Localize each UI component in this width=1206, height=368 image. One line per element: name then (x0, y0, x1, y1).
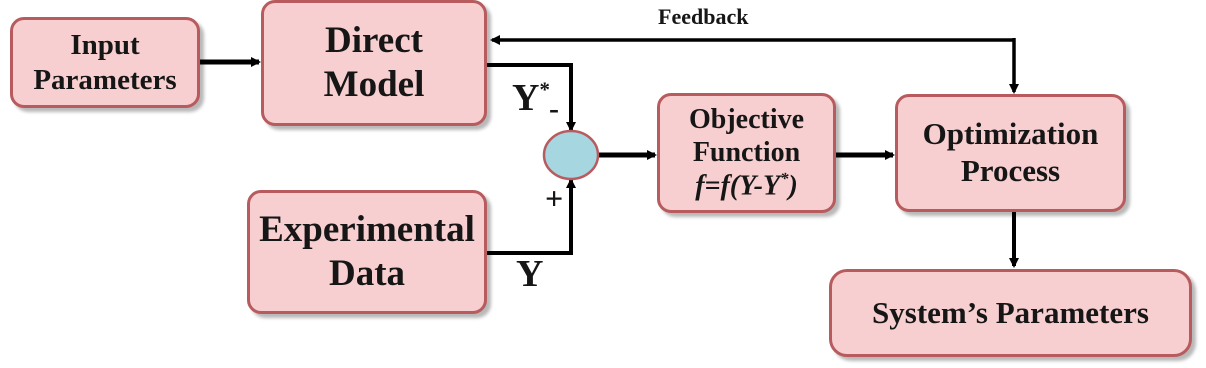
minus-sign: - (549, 92, 559, 125)
input-parameters-label-line1: Input (70, 29, 140, 62)
objective-function-label-line1: Objective (688, 104, 805, 136)
formula-suffix: ) (788, 170, 798, 202)
summing-junction (544, 131, 598, 179)
direct-model-label-line1: Direct (325, 20, 423, 62)
measured-output-label: Y (516, 253, 544, 295)
model-output-superscript: * (539, 77, 550, 102)
plus-sign: + (545, 180, 564, 216)
system-parameters-box (829, 269, 1192, 357)
optimization-process-label-line1: Optimization (922, 116, 1099, 152)
direct-model-label-line2: Model (323, 64, 425, 105)
model-output-symbol: Y (512, 77, 540, 119)
experimental-data-label-line1: Experimental (259, 209, 475, 251)
optimization-process-box (895, 94, 1126, 212)
system-parameters-label: System’s Parameters (872, 294, 1149, 330)
objective-function-formula (689, 169, 804, 202)
optimization-process-label-line2: Process (960, 153, 1061, 188)
model-output-label (512, 76, 550, 120)
objective-function-label-line2: Function (692, 137, 801, 169)
experimental-data-box (247, 190, 487, 314)
direct-model-box (261, 0, 487, 126)
experimental-data-label-line2: Data (328, 253, 406, 294)
formula-superscript: * (780, 169, 789, 189)
input-parameters-box (10, 17, 200, 108)
feedback-label: Feedback (658, 4, 749, 29)
input-parameters-label-line2: Parameters (33, 63, 177, 96)
formula-prefix: f=f(Y-Y (695, 170, 781, 202)
objective-function-box (657, 93, 836, 213)
